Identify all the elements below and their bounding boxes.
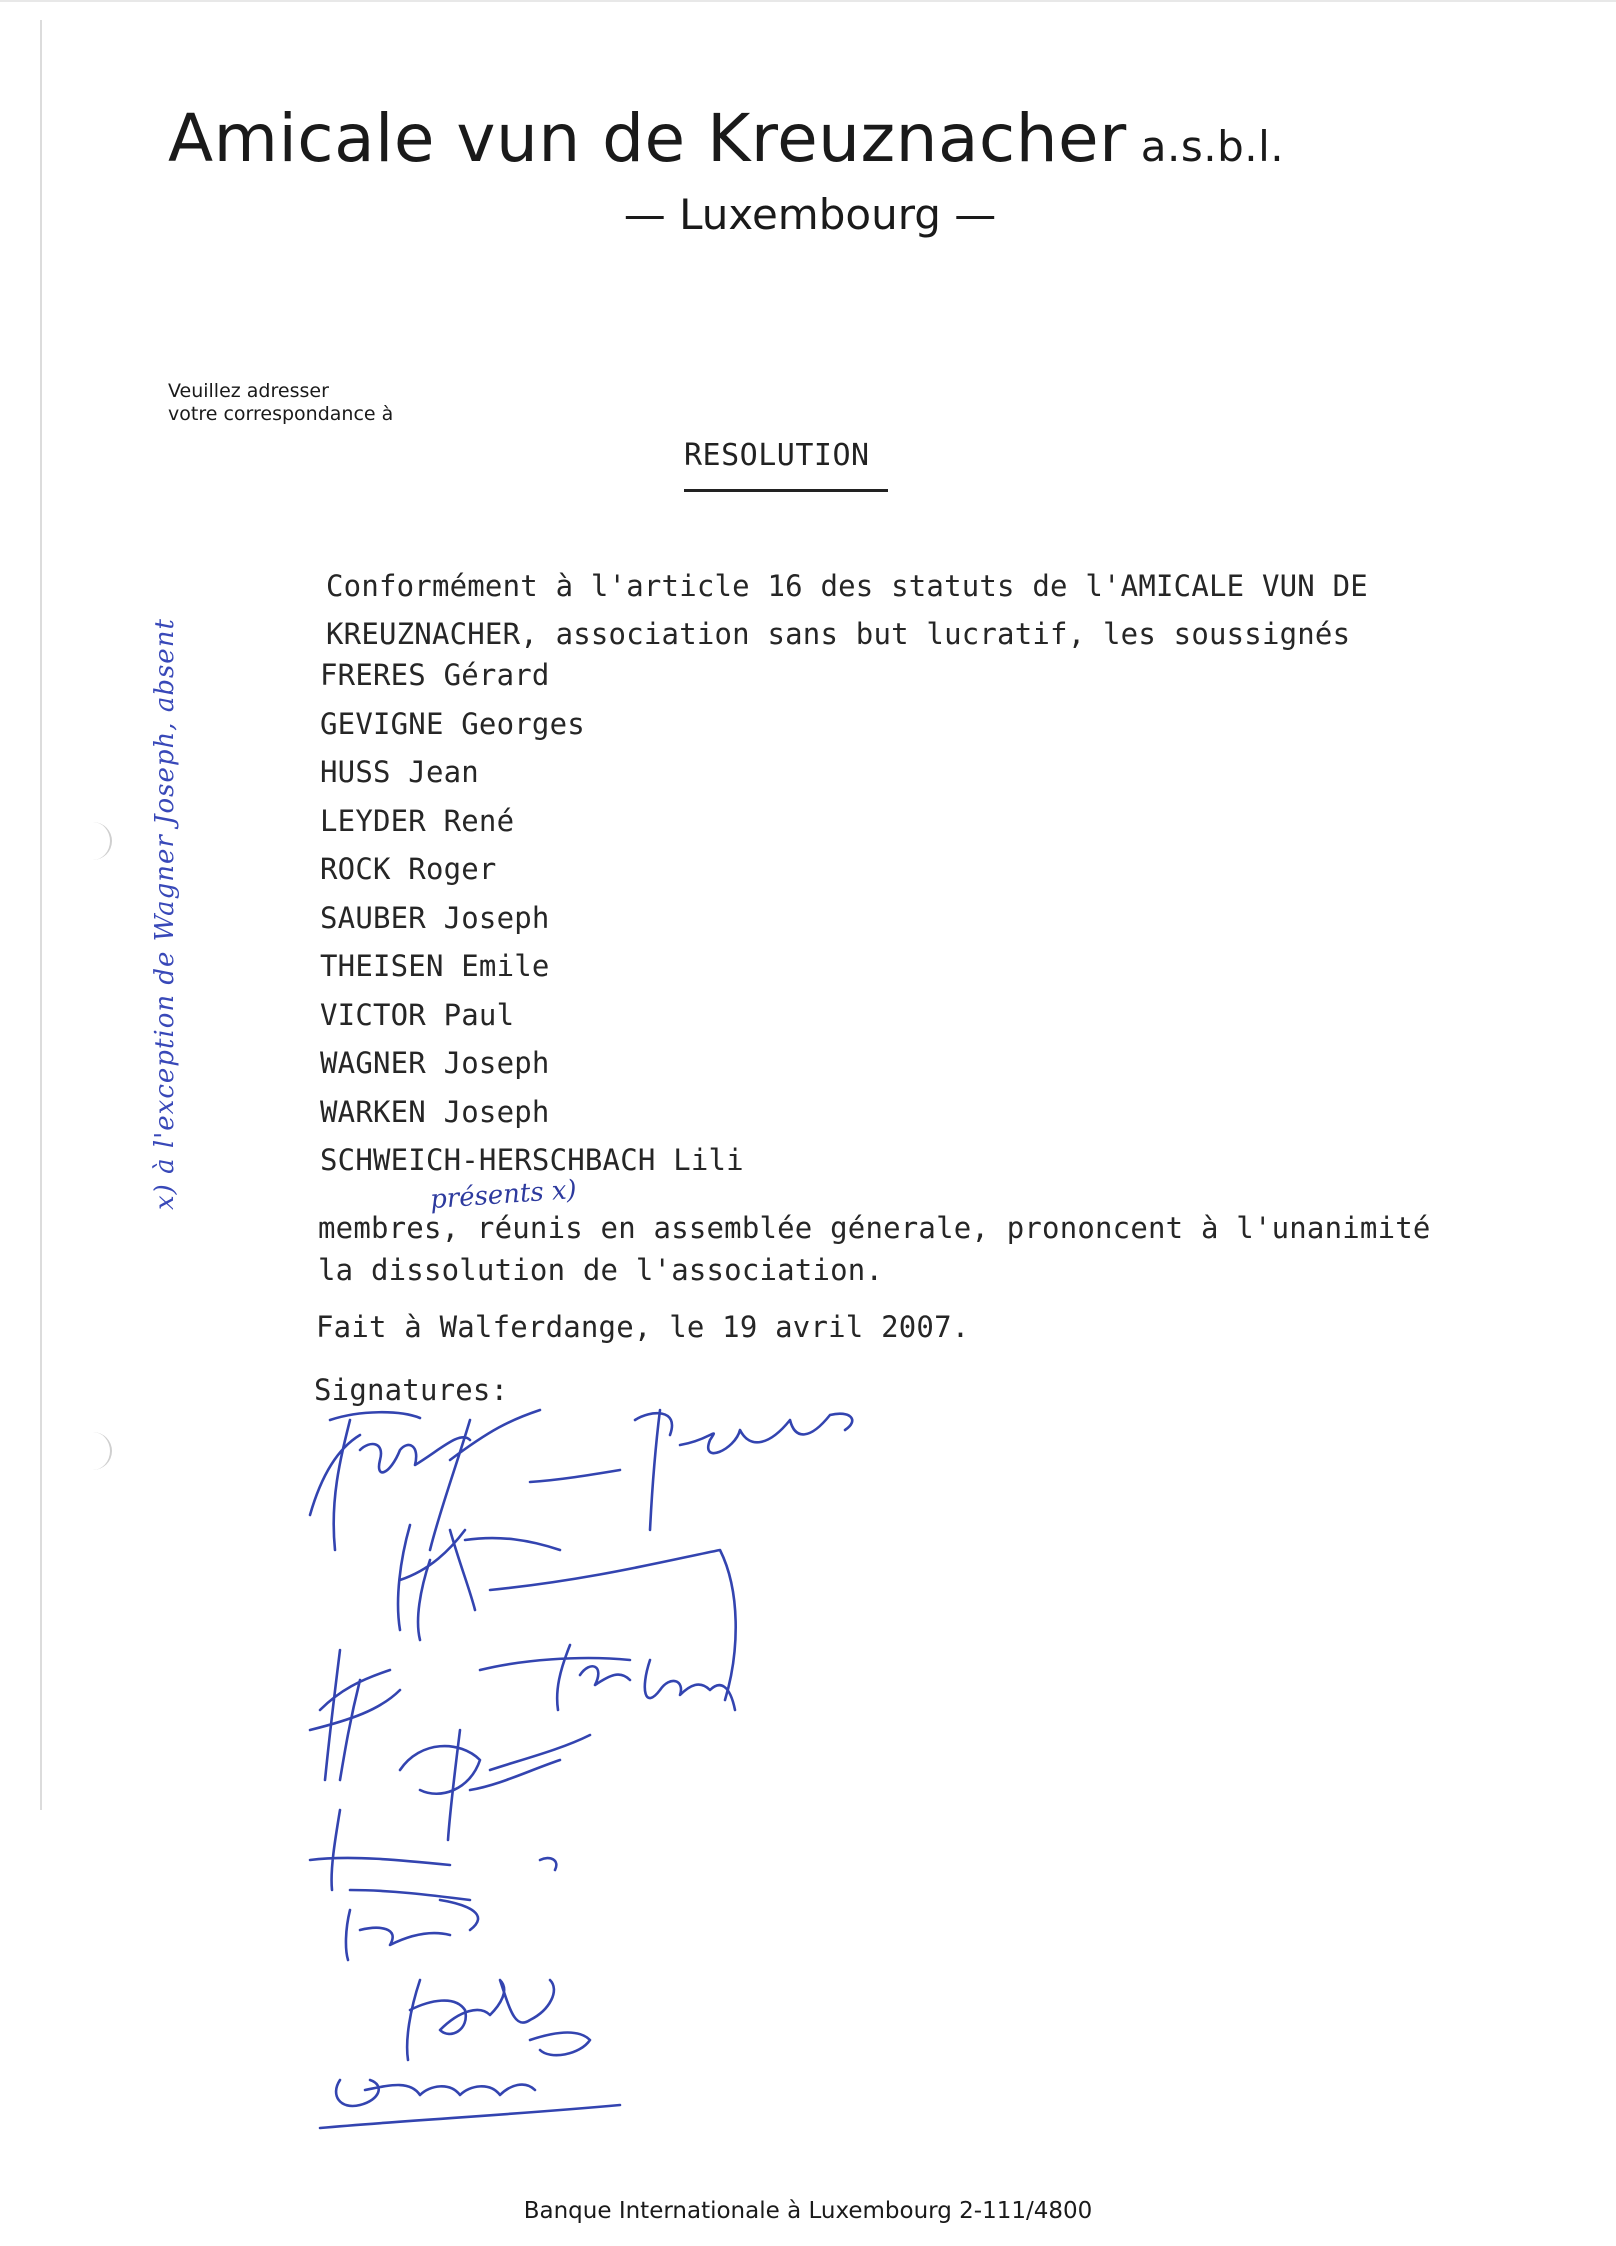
signatures-label: Signatures: <box>314 1373 509 1407</box>
member-name: SCHWEICH-HERSCHBACH Lili <box>320 1143 744 1177</box>
member-name: FRERES Gérard <box>320 658 550 692</box>
member-name: ROCK Roger <box>320 852 497 886</box>
member-name: HUSS Jean <box>320 755 479 789</box>
letterhead-title <box>168 100 1498 177</box>
document-title: RESOLUTION <box>684 438 870 473</box>
signature-gevigne <box>530 1410 852 1530</box>
intro-line: KREUZNACHER, association sans but lucratif, les soussignés <box>326 617 1351 651</box>
member-name: SAUBER Joseph <box>320 900 550 935</box>
signature-huss <box>398 1525 736 1700</box>
signature-leyder <box>310 1650 400 1780</box>
punch-hole-mark <box>92 822 112 860</box>
member-name: WAGNER Joseph <box>320 1046 550 1080</box>
member-name: LEYDER René <box>320 803 515 838</box>
body-paragraph <box>318 1207 1431 1291</box>
body-line: la dissolution de l'association. <box>318 1253 884 1287</box>
correspondence-line: votre correspondance à <box>168 403 394 425</box>
place-date: Fait à Walferdange, le 19 avril 2007. <box>316 1310 970 1344</box>
signature-victor <box>346 1900 478 1960</box>
location-text: — Luxembourg — <box>623 190 997 239</box>
intro-line: Conformément à l'article 16 des statuts de l'AMICALE VUN DE <box>326 569 1368 603</box>
signature-freres <box>310 1410 540 1550</box>
org-suffix: a.s.b.l. <box>1140 122 1285 171</box>
signature-theisen <box>310 1810 556 1900</box>
page-edge <box>0 0 1616 2</box>
title-underline <box>684 489 888 492</box>
member-name: GEVIGNE Georges <box>320 706 585 741</box>
intro-paragraph <box>326 562 1368 658</box>
signatures-drawing <box>290 1390 910 2130</box>
signature-rock <box>480 1645 735 1710</box>
punch-hole-mark <box>92 1432 112 1470</box>
member-name: WARKEN Joseph <box>320 1094 550 1129</box>
member-name: THEISEN Emile <box>320 949 550 983</box>
handwritten-margin-note: x) à l'exception de Wagner Joseph, absent <box>150 618 180 1210</box>
handwritten-insertion: présents x) <box>429 1174 578 1216</box>
signature-block <box>290 1390 910 2130</box>
bank-footer: Banque Internationale à Luxembourg 2-111/4800 <box>523 2198 1093 2224</box>
signature-schweich <box>320 2080 620 2128</box>
body-line: membres, réunis en assemblée génerale, prononcent à l'unanimité <box>318 1211 1431 1245</box>
page-edge-shadow <box>40 20 42 1810</box>
signature-sauber <box>400 1730 590 1840</box>
org-name: Amicale vun de Kreuznacher <box>168 100 1127 177</box>
correspondence-note <box>168 380 393 426</box>
signature-warken <box>407 1980 590 2060</box>
correspondence-line: Veuillez adresser <box>168 380 329 402</box>
member-name: VICTOR Paul <box>320 997 515 1032</box>
letterhead-location <box>0 190 1616 239</box>
